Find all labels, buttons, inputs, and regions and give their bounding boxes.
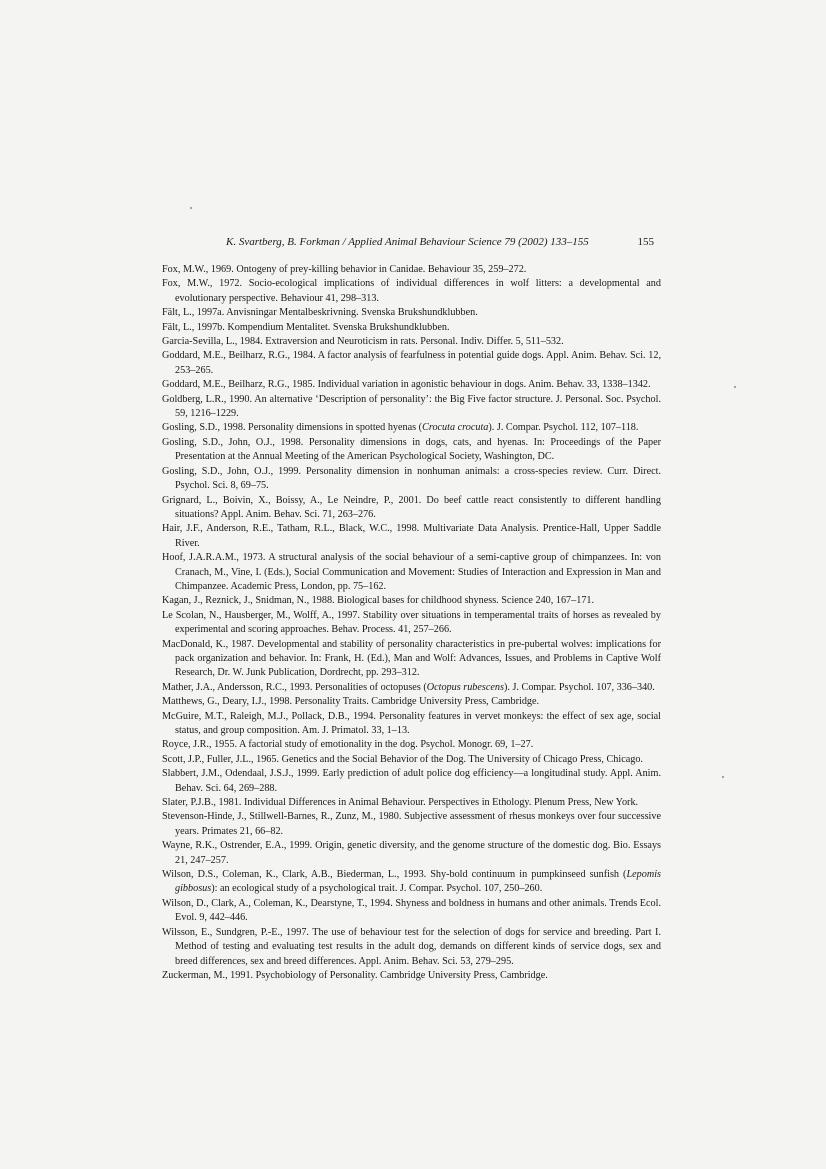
reference-entry: Wayne, R.K., Ostrender, E.A., 1999. Origin, genetic diversity, and the genome structure of the domestic dog. Bio. Essays 21, 247–257. [162, 840, 661, 866]
reference-entry: Royce, J.R., 1955. A factorial study of emotionality in the dog. Psychol. Monogr. 69, 1–27. [162, 739, 534, 751]
reference-entry: McGuire, M.T., Raleigh, M.J., Pollack, D.B., 1994. Personality features in vervet monkeys: the effect of sex age, social status, and group composition. Am. J. Primatol. 33, 1–13. [162, 710, 661, 736]
reference-entry: Slater, P.J.B., 1981. Individual Differences in Animal Behaviour. Perspectives in Ethology. Plenum Press, New York. [162, 797, 639, 809]
reference-entry [162, 868, 661, 897]
reference-entry: Garcia-Sevilla, L., 1984. Extraversion and Neuroticism in rats. Personal. Indiv. Differ. 5, 511–532. [162, 336, 564, 348]
reference-entry: Gosling, S.D., John, O.J., 1999. Personality dimension in nonhuman animals: a cross-species review. Curr. Direct. Psychol. Sci. 8, 69–75. [162, 465, 661, 492]
reference-entry: Goldberg, L.R., 1990. An alternative ‘Description of personality’: the Big Five factor structure. J. Personal. Soc. Psychol. 59, 1216–1229. [162, 393, 661, 420]
reference-entry: Wilson, D., Clark, A., Coleman, K., Dearstyne, T., 1994. Shyness and boldness in humans and other animals. Trends Ecol. Evol. 9, 442–446. [162, 897, 661, 924]
page-number: 155 [637, 236, 654, 248]
reference-text: Mather, J.A., Andersson, R.C., 1993. Personalities of octopuses ( [162, 681, 427, 693]
running-header [162, 234, 654, 250]
reference-entry: Slabbert, J.M., Odendaal, J.S.J., 1999. Early prediction of adult police dog efficiency—a longitudinal study. Appl. Anim. Behav. Sci. 64, 269–288. [162, 768, 661, 794]
reference-entry: Fox, M.W., 1969. Ontogeny of prey-killing behavior in Canidae. Behaviour 35, 259–272. [162, 264, 527, 275]
reference-entry: MacDonald, K., 1987. Developmental and stability of personality characteristics in pre-pubertal wolves: implications for pack organization and behavior. In: Frank, H. (Ed.), Man and Wolf: Advances, Issues, and Problems in Captive Wolf Research, Dr. W. Junk Publication, Dordrecht, pp. 293–312. [162, 638, 661, 679]
reference-entry [162, 421, 661, 435]
reference-entry: Fox, M.W., 1972. Socio-ecological implications of individual differences in wolf litters: a developmental and evolutionary perspective. Behaviour 41, 298–313. [162, 278, 661, 304]
reference-list [162, 263, 661, 983]
reference-entry: Stevenson-Hinde, J., Stillwell-Barnes, R., Zunz, M., 1980. Subjective assessment of rhesus monkeys over four successive years. Primates 21, 66–82. [162, 811, 661, 837]
scan-speck [190, 207, 192, 209]
scan-speck [734, 386, 736, 388]
reference-entry: Zuckerman, M., 1991. Psychobiology of Personality. Cambridge University Press, Cambridge. [162, 969, 548, 981]
running-title: K. Svartberg, B. Forkman / Applied Animal Behaviour Science 79 (2002) 133–155 [226, 236, 589, 248]
reference-text: ): an ecological study of a psychological trait. J. Compar. Psychol. 107, 250–260. [211, 883, 543, 895]
reference-text: ). J. Compar. Psychol. 112, 107–118. [488, 422, 639, 434]
reference-entry: Scott, J.P., Fuller, J.L., 1965. Genetics and the Social Behavior of the Dog. The University of Chicago Press, Chicago. [162, 753, 643, 765]
reference-entry: Gosling, S.D., John, O.J., 1998. Personality dimensions in dogs, cats, and hyenas. In: Proceedings of the Paper Presentation at the Annual Meeting of the American Psychological Society, Washington, DC. [162, 436, 661, 463]
reference-entry: Grignard, L., Boivin, X., Boissy, A., Le Neindre, P., 2001. Do beef cattle react consistently to different handling situations? Appl. Anim. Behav. Sci. 71, 263–276. [162, 494, 661, 520]
reference-entry: Goddard, M.E., Beilharz, R.G., 1985. Individual variation in agonistic behaviour in dogs. Anim. Behav. 33, 1338–1342. [162, 379, 651, 391]
reference-entry: Le Scolan, N., Hausberger, M., Wolff, A., 1997. Stability over situations in temperamental traits of horses as revealed by experimental and scoring approaches. Behav. Process. 41, 257–266. [162, 609, 661, 636]
reference-text: Wilson, D.S., Coleman, K., Clark, A.B., Biederman, L., 1993. Shy-bold continuum in pumpkinseed sunfish ( [162, 869, 627, 881]
reference-entry: Goddard, M.E., Beilharz, R.G., 1984. A factor analysis of fearfulness in potential guide dogs. Appl. Anim. Behav. Sci. 12, 253–265. [162, 350, 661, 376]
species-name: Octopus rubescens [426, 681, 504, 693]
reference-text: Gosling, S.D., 1998. Personality dimensions in spotted hyenas ( [162, 422, 423, 434]
reference-entry: Hair, J.F., Anderson, R.E., Tatham, R.L., Black, W.C., 1998. Multivariate Data Analysis. Prentice-Hall, Upper Saddle River. [162, 523, 661, 549]
reference-entry: Hoof, J.A.R.A.M., 1973. A structural analysis of the social behaviour of a semi-captive group of chimpanzees. In: von Cranach, M., Vine, I. (Eds.), Social Communication and Movement: Studies of Interaction and Expression in Man and Chimpanzee. Academic Press, London, pp. 75–162. [162, 552, 661, 592]
scan-speck [722, 776, 724, 778]
reference-entry: Fält, L., 1997a. Anvisningar Mentalbeskrivning. Svenska Brukshundklubben. [162, 307, 478, 319]
species-name: Crocuta crocuta [422, 422, 489, 434]
reference-entry: Kagan, J., Reznick, J., Snidman, N., 1988. Biological bases for childhood shyness. Science 240, 167–171. [162, 595, 595, 607]
reference-text: ). J. Compar. Psychol. 107, 336–340. [503, 681, 655, 693]
reference-entry: Wilsson, E., Sundgren, P.-E., 1997. The use of behaviour test for the selection of dogs for service and breeding. Part I. Method of testing and evaluating test results in the adult dog, demands on different kinds of service dogs, sex and breed differences, sex and breed differences. Appl. Anim. Behav. Sci. 53, 279–295. [162, 926, 661, 967]
reference-entry: Matthews, G., Deary, I.J., 1998. Personality Traits. Cambridge University Press, Cambridge. [162, 696, 540, 708]
reference-entry: Fält, L., 1997b. Kompendium Mentalitet. Svenska Brukshundklubben. [162, 321, 450, 333]
reference-entry [162, 681, 661, 695]
species-name: Lepomis gibbosus [175, 869, 661, 895]
